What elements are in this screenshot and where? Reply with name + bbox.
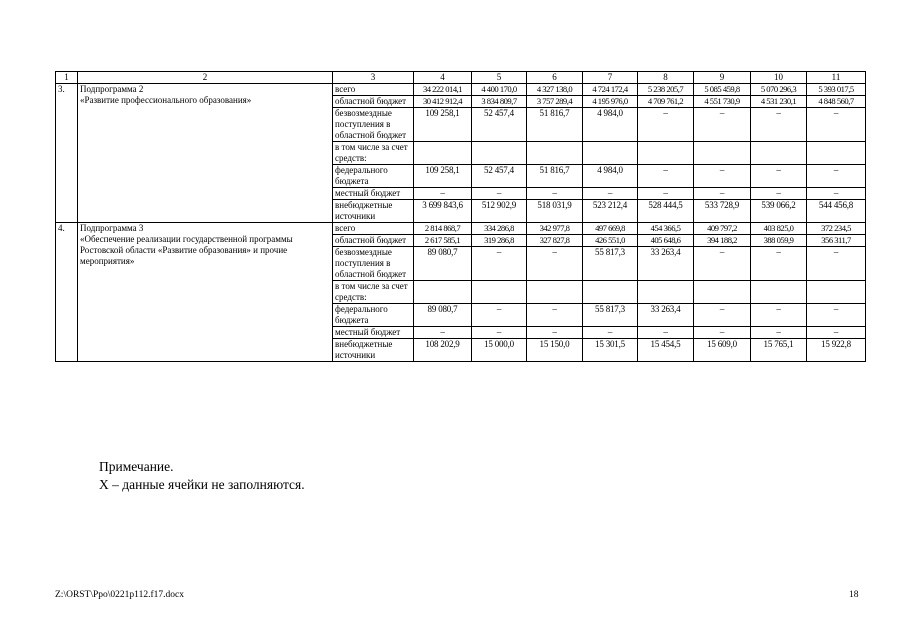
value-cell: 4 984,0: [583, 108, 638, 142]
value-cell: 89 080,7: [414, 304, 472, 327]
value-cell: 33 263,4: [638, 304, 694, 327]
value-cell: –: [807, 247, 866, 281]
value-cell: –: [807, 327, 866, 339]
funding-source: областной бюджет: [333, 96, 414, 108]
value-cell: 512 902,9: [472, 200, 527, 223]
budget-table: [55, 71, 866, 362]
value-cell: [527, 281, 583, 304]
column-header-1: 1: [56, 72, 78, 84]
value-cell: 30 412 912,4: [414, 96, 472, 108]
row-number: 3.: [56, 84, 78, 223]
value-cell: 4 848 560,7: [807, 96, 866, 108]
program-title: Подпрограмма 3: [80, 223, 144, 233]
value-cell: [583, 142, 638, 165]
value-cell: –: [638, 188, 694, 200]
value-cell: –: [807, 165, 866, 188]
value-cell: –: [694, 188, 751, 200]
value-cell: [527, 142, 583, 165]
value-cell: [472, 142, 527, 165]
value-cell: –: [751, 165, 807, 188]
note: [99, 458, 305, 494]
value-cell: –: [751, 304, 807, 327]
value-cell: –: [694, 247, 751, 281]
value-cell: –: [638, 108, 694, 142]
value-cell: [694, 281, 751, 304]
value-cell: 544 456,8: [807, 200, 866, 223]
value-cell: 523 212,4: [583, 200, 638, 223]
value-cell: 497 669,8: [583, 223, 638, 235]
column-header-11: 11: [807, 72, 866, 84]
value-cell: –: [694, 108, 751, 142]
value-cell: –: [527, 188, 583, 200]
value-cell: 109 258,1: [414, 108, 472, 142]
value-cell: 5 393 017,5: [807, 84, 866, 96]
value-cell: 403 825,0: [751, 223, 807, 235]
value-cell: –: [527, 304, 583, 327]
value-cell: 15 150,0: [527, 339, 583, 362]
value-cell: 334 286,8: [472, 223, 527, 235]
value-cell: 4 531 230,1: [751, 96, 807, 108]
value-cell: 15 609,0: [694, 339, 751, 362]
value-cell: 533 728,9: [694, 200, 751, 223]
value-cell: 52 457,4: [472, 108, 527, 142]
footer-page-number: 18: [849, 590, 859, 600]
value-cell: [638, 142, 694, 165]
value-cell: 15 922,8: [807, 339, 866, 362]
value-cell: –: [583, 188, 638, 200]
value-cell: 405 648,6: [638, 235, 694, 247]
value-cell: 356 311,7: [807, 235, 866, 247]
value-cell: –: [472, 247, 527, 281]
table-header-row: [56, 72, 866, 84]
column-header-9: 9: [694, 72, 751, 84]
value-cell: 51 816,7: [527, 108, 583, 142]
value-cell: [807, 142, 866, 165]
value-cell: –: [751, 247, 807, 281]
funding-source: всего: [333, 223, 414, 235]
column-header-6: 6: [527, 72, 583, 84]
value-cell: [751, 281, 807, 304]
value-cell: –: [751, 188, 807, 200]
value-cell: [583, 281, 638, 304]
value-cell: 327 827,8: [527, 235, 583, 247]
value-cell: 4 327 138,0: [527, 84, 583, 96]
value-cell: 539 066,2: [751, 200, 807, 223]
value-cell: –: [807, 108, 866, 142]
value-cell: 409 797,2: [694, 223, 751, 235]
value-cell: [638, 281, 694, 304]
value-cell: 89 080,7: [414, 247, 472, 281]
funding-source: всего: [333, 84, 414, 96]
value-cell: 34 222 014,1: [414, 84, 472, 96]
value-cell: 4 709 761,2: [638, 96, 694, 108]
value-cell: –: [472, 304, 527, 327]
column-header-4: 4: [414, 72, 472, 84]
value-cell: 528 444,5: [638, 200, 694, 223]
value-cell: 15 765,1: [751, 339, 807, 362]
funding-source: федерального бюджета: [333, 165, 414, 188]
value-cell: 2 814 868,7: [414, 223, 472, 235]
value-cell: 388 059,9: [751, 235, 807, 247]
value-cell: 109 258,1: [414, 165, 472, 188]
value-cell: 5 238 205,7: [638, 84, 694, 96]
value-cell: –: [807, 304, 866, 327]
value-cell: 454 366,5: [638, 223, 694, 235]
funding-source: безвозмездные поступления в областной бюджет: [333, 247, 414, 281]
value-cell: –: [527, 327, 583, 339]
value-cell: 15 301,5: [583, 339, 638, 362]
value-cell: 55 817,3: [583, 247, 638, 281]
value-cell: –: [583, 327, 638, 339]
value-cell: –: [694, 304, 751, 327]
program-subtitle: «Обеспечение реализации государственной программы Ростовской области «Развитие образования» и прочие мероприятия»: [80, 234, 293, 266]
value-cell: 52 457,4: [472, 165, 527, 188]
value-cell: 3 757 289,4: [527, 96, 583, 108]
value-cell: –: [638, 327, 694, 339]
value-cell: 108 202,9: [414, 339, 472, 362]
value-cell: [694, 142, 751, 165]
funding-source: в том числе за счет средств:: [333, 142, 414, 165]
program-subtitle: «Развитие профессионального образования»: [80, 95, 252, 105]
program-title: Подпрограмма 2: [80, 84, 144, 94]
value-cell: –: [638, 165, 694, 188]
value-cell: –: [694, 327, 751, 339]
value-cell: 4 400 170,0: [472, 84, 527, 96]
value-cell: 15 000,0: [472, 339, 527, 362]
value-cell: –: [414, 188, 472, 200]
value-cell: 5 070 296,3: [751, 84, 807, 96]
value-cell: [472, 281, 527, 304]
value-cell: –: [414, 327, 472, 339]
value-cell: 518 031,9: [527, 200, 583, 223]
funding-source: внебюджетные источники: [333, 200, 414, 223]
funding-source: в том числе за счет средств:: [333, 281, 414, 304]
program-name: [78, 84, 333, 223]
value-cell: 2 617 585,1: [414, 235, 472, 247]
column-header-3: 3: [333, 72, 414, 84]
value-cell: 4 724 172,4: [583, 84, 638, 96]
value-cell: 5 085 459,8: [694, 84, 751, 96]
value-cell: 4 984,0: [583, 165, 638, 188]
value-cell: –: [751, 108, 807, 142]
value-cell: [414, 142, 472, 165]
value-cell: 319 286,8: [472, 235, 527, 247]
value-cell: 15 454,5: [638, 339, 694, 362]
funding-source: областной бюджет: [333, 235, 414, 247]
value-cell: 426 551,0: [583, 235, 638, 247]
value-cell: –: [807, 188, 866, 200]
value-cell: 51 816,7: [527, 165, 583, 188]
column-header-2: 2: [78, 72, 333, 84]
value-cell: 342 977,8: [527, 223, 583, 235]
note-text: Х – данные ячейки не заполняются.: [99, 477, 305, 492]
funding-source: местный бюджет: [333, 188, 414, 200]
column-header-7: 7: [583, 72, 638, 84]
funding-source: федерального бюджета: [333, 304, 414, 327]
value-cell: –: [472, 188, 527, 200]
value-cell: [751, 142, 807, 165]
row-number: 4.: [56, 223, 78, 362]
funding-source: внебюджетные источники: [333, 339, 414, 362]
value-cell: 372 234,5: [807, 223, 866, 235]
column-header-8: 8: [638, 72, 694, 84]
program-name: [78, 223, 333, 362]
note-title: Примечание.: [99, 459, 174, 474]
value-cell: 394 188,2: [694, 235, 751, 247]
value-cell: [414, 281, 472, 304]
value-cell: –: [527, 247, 583, 281]
value-cell: 4 551 730,9: [694, 96, 751, 108]
table-row: [56, 84, 866, 96]
table-row: [56, 223, 866, 235]
value-cell: 3 699 843,6: [414, 200, 472, 223]
value-cell: 4 195 976,0: [583, 96, 638, 108]
column-header-10: 10: [751, 72, 807, 84]
funding-source: местный бюджет: [333, 327, 414, 339]
value-cell: 55 817,3: [583, 304, 638, 327]
value-cell: –: [751, 327, 807, 339]
value-cell: –: [472, 327, 527, 339]
funding-source: безвозмездные поступления в областной бюджет: [333, 108, 414, 142]
value-cell: –: [694, 165, 751, 188]
value-cell: [807, 281, 866, 304]
value-cell: 3 834 809,7: [472, 96, 527, 108]
footer-file-path: Z:\ORST\Ppo\0221p112.f17.docx: [55, 590, 184, 600]
value-cell: 33 263,4: [638, 247, 694, 281]
column-header-5: 5: [472, 72, 527, 84]
